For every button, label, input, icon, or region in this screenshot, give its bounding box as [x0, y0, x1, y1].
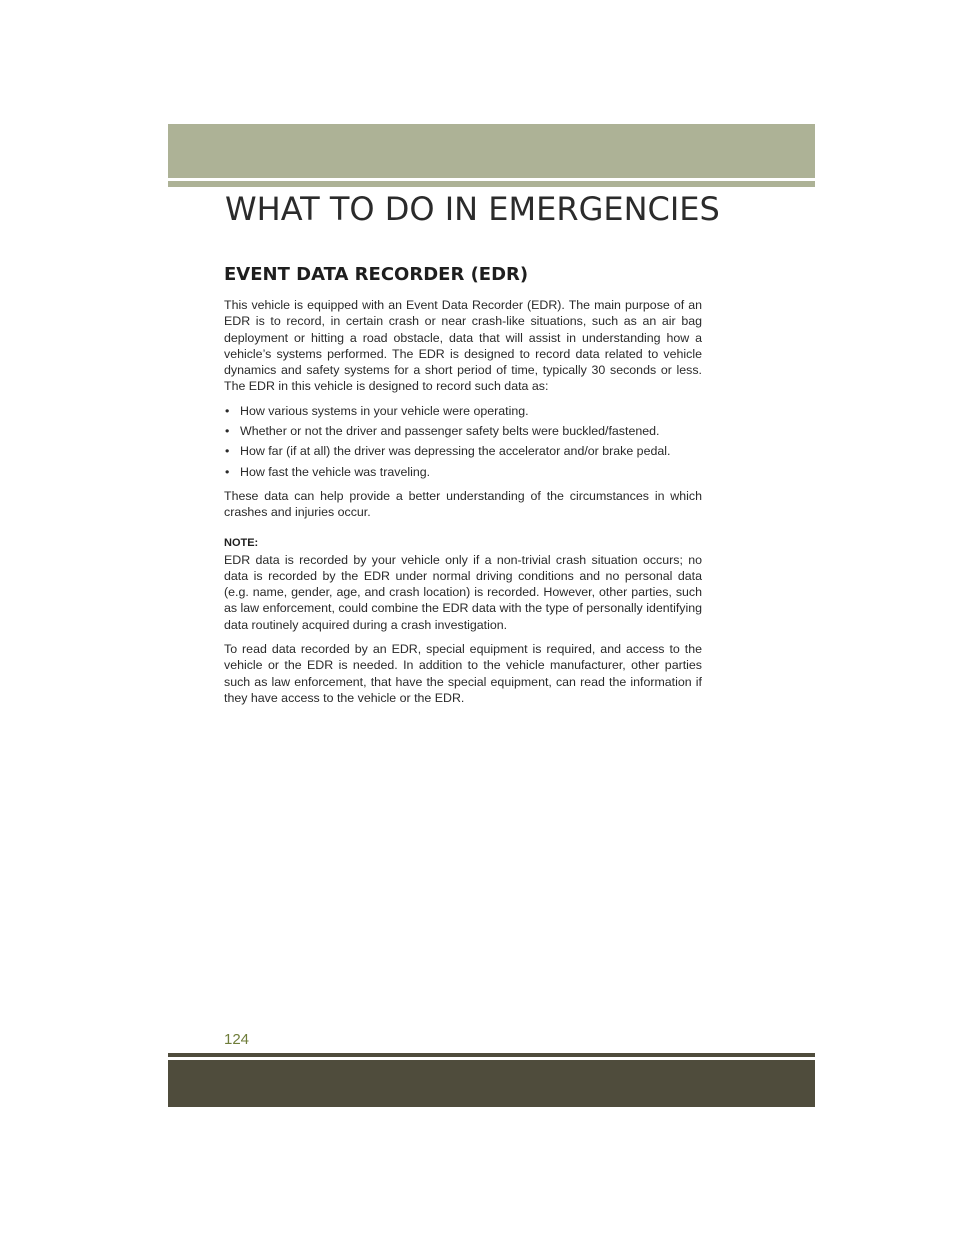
- bullet-glyph: •: [225, 424, 230, 439]
- reading-paragraph: To read data recorded by an EDR, special equipment is required, and access to the vehicle or the EDR is needed. In addition to the vehicle manufacturer, other parties such as law enforcement, that have the special equipment, can read the information if they have access to the vehicle or the EDR.: [224, 642, 702, 705]
- article-body: [224, 262, 702, 714]
- header-band: [168, 124, 815, 178]
- understanding-paragraph: These data can help provide a better understanding of the circumstances in which crashes and injuries occur.: [224, 488, 702, 520]
- recorded-data-list: [224, 403, 702, 480]
- note-label: NOTE:: [224, 536, 259, 549]
- list-item-text: How far (if at all) the driver was depressing the accelerator and/or brake pedal.: [240, 444, 671, 459]
- header-rule: [168, 181, 815, 187]
- footer-band: [168, 1060, 815, 1107]
- page-number: 124: [224, 1031, 250, 1048]
- article-heading: EVENT DATA RECORDER (EDR): [224, 264, 529, 285]
- list-item: [224, 464, 702, 480]
- list-item: [224, 403, 702, 419]
- list-item-text: How fast the vehicle was traveling.: [240, 464, 431, 479]
- section-title: WHAT TO DO IN EMERGENCIES: [225, 190, 720, 228]
- bullet-glyph: •: [225, 403, 230, 418]
- list-item-text: Whether or not the driver and passenger safety belts were buckled/fastened.: [240, 424, 660, 439]
- intro-paragraph: This vehicle is equipped with an Event Data Recorder (EDR). The main purpose of an EDR is to record, in certain crash or near crash-like situations, such as an air bag deployment or hitting a road obstacle, data that will assist in understanding how a vehicle’s systems performed. The EDR is designed to record data related to vehicle dynamics and safety systems for a short period of time, typically 30 seconds or less. The EDR in this vehicle is designed to record such data as:: [224, 298, 702, 394]
- bullet-glyph: •: [225, 464, 230, 479]
- bullet-glyph: •: [225, 444, 230, 459]
- list-item: [224, 423, 702, 439]
- note-paragraph: EDR data is recorded by your vehicle only if a non-trivial crash situation occurs; no data is recorded by the EDR under normal driving conditions and no personal data (e.g. name, gender, age, and crash location) is recorded. However, other parties, such as law enforcement, could combine the EDR data with the type of personally identifying data routinely acquired during a crash investigation.: [224, 552, 702, 632]
- footer-rule: [168, 1053, 815, 1057]
- list-item-text: How various systems in your vehicle were operating.: [240, 403, 529, 418]
- list-item: [224, 443, 702, 459]
